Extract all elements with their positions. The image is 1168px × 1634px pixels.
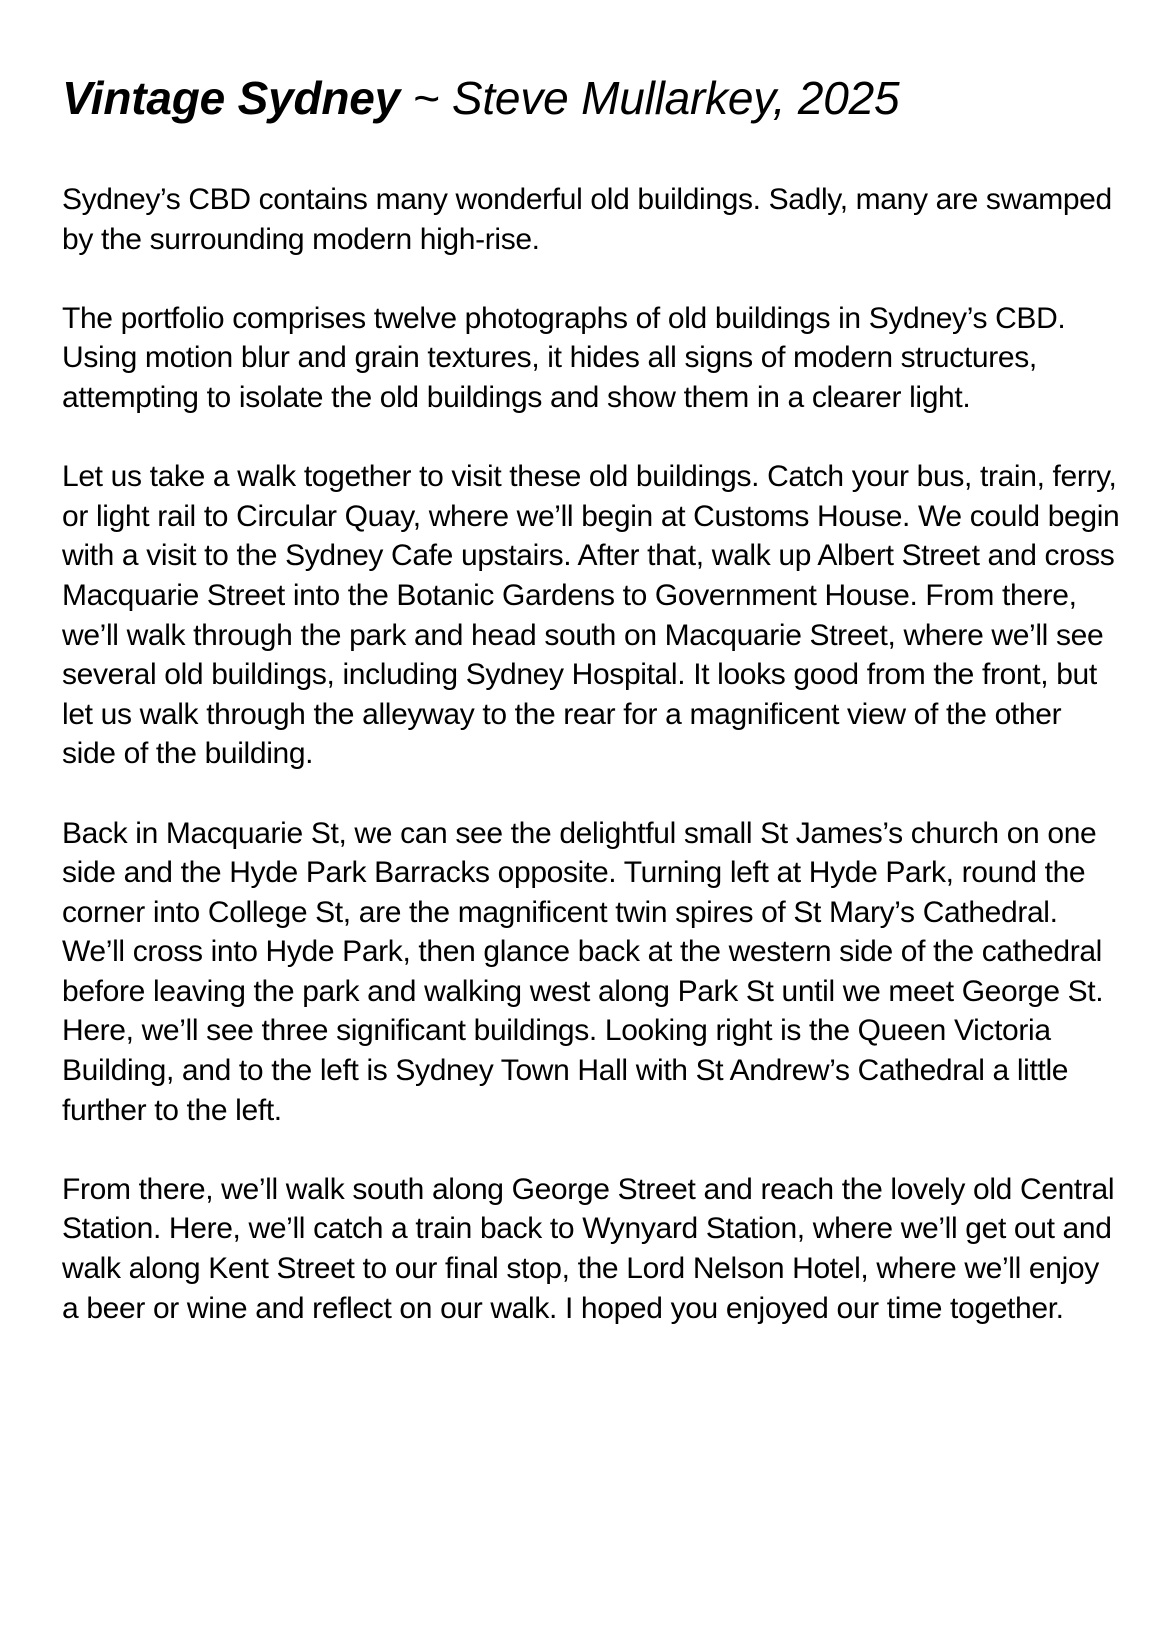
document-body xyxy=(62,180,1122,1328)
document-title xyxy=(62,68,1122,128)
paragraph-intro: Sydney’s CBD contains many wonderful old buildings. Sadly, many are swamped by the surrounding modern high-rise. xyxy=(62,183,1112,256)
paragraph-walk-start: Let us take a walk together to visit these old buildings. Catch your bus, train, ferry, or light rail to Circular Quay, where we’ll begin at Customs House. We could begin with a visit to the Sydney Cafe upstairs. After that, walk up Albert Street and cross Macquarie Street into the Botanic Gardens to Government House. From there, we’ll walk through the park and head south on Macquarie Street, where we’ll see several old buildings, including Sydney Hospital. It looks good from the front, but let us walk through the alleyway to the rear for a magnificent view of the other side of the building. xyxy=(62,460,1120,771)
title-separator: ~ xyxy=(400,72,452,124)
paragraph-walk-end: From there, we’ll walk south along George Street and reach the lovely old Central Station. Here, we’ll catch a train back to Wynyard Station, where we’ll get out and walk along Kent Street to our final stop, the Lord Nelson Hotel, where we’ll enjoy a beer or wine and reflect on our walk. I hoped you enjoyed our time together. xyxy=(62,1172,1115,1325)
title-author: Steve Mullarkey, 2025 xyxy=(451,72,900,124)
title-main: Vintage Sydney xyxy=(62,72,401,124)
paragraph-walk-middle: Back in Macquarie St, we can see the delightful small St James’s church on one side and the Hyde Park Barracks opposite. Turning left at Hyde Park, round the corner into College St, are the magnificent twin spires of St Mary’s Cathedral. We’ll cross into Hyde Park, then glance back at the western side of the cathedral before leaving the park and walking west along Park St until we meet George St. Here, we’ll see three significant buildings. Looking right is the Queen Victoria Building, and to the left is Sydney Town Hall with St Andrew’s Cathedral a little further to the left. xyxy=(62,816,1104,1127)
paragraph-portfolio: The portfolio comprises twelve photographs of old buildings in Sydney’s CBD. Using motion blur and grain textures, it hides all signs of modern structures, attempting to isolate the old buildings and show them in a clearer light. xyxy=(62,301,1066,414)
document-page xyxy=(62,68,1122,1328)
